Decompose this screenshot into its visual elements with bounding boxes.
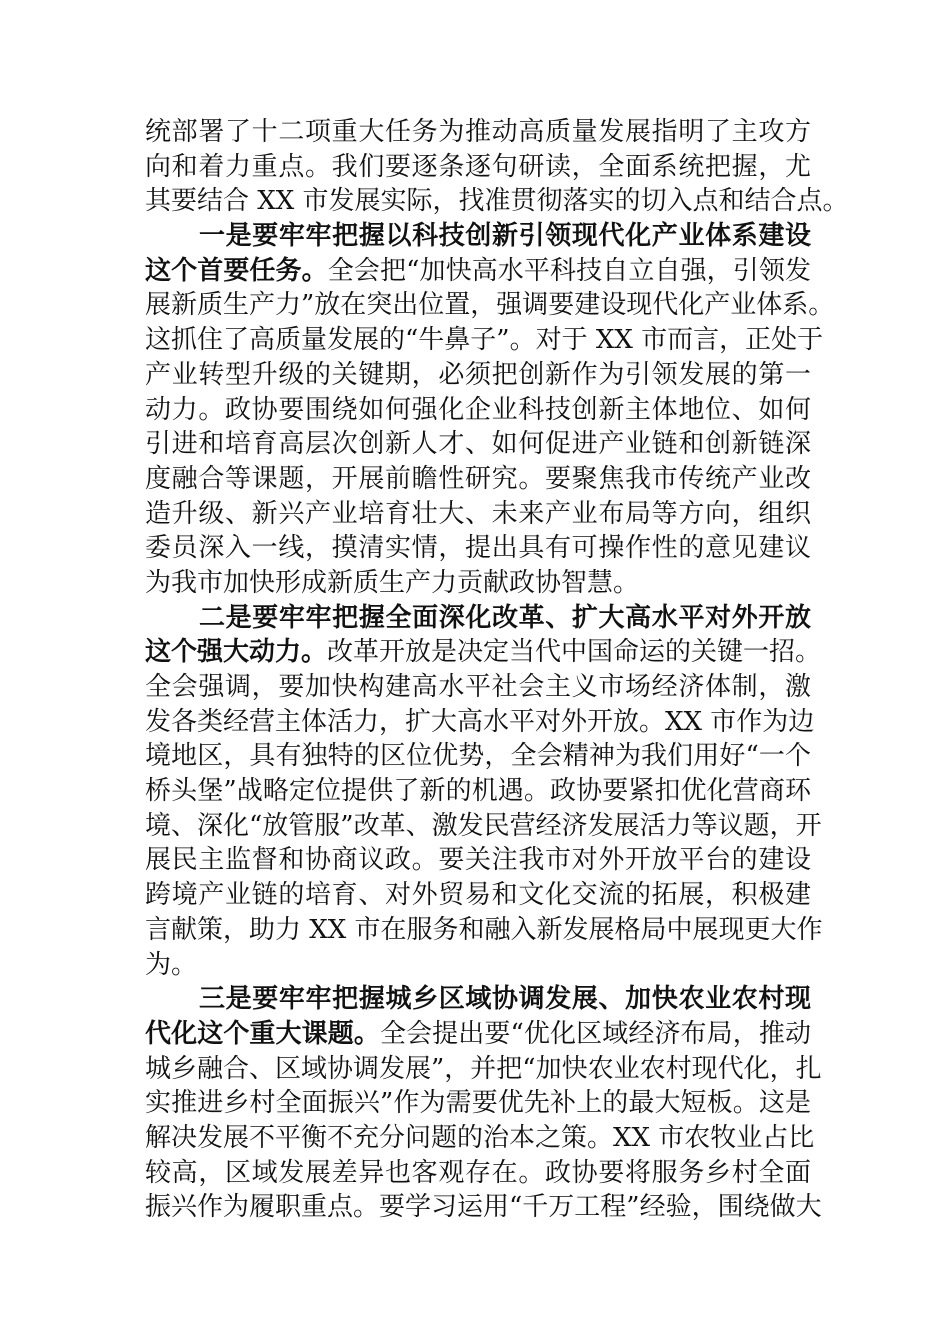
body-text: 展新质生产力”放在突出位置，强调要建设现代化产业体系。 (145, 290, 835, 321)
text-line (145, 254, 811, 289)
body-text: 展民主监督和协商议政。要关注我市对外开放平台的建设 (145, 845, 811, 876)
body-text: 委员深入一线，摸清实情，提出具有可操作性的意见建议 (145, 533, 811, 564)
bold-heading-text: 二是要牢牢把握全面深化改革、扩大高水平对外开放 (199, 602, 811, 633)
body-text: 言献策，助力 XX 市在服务和融入新发展格局中展现更大作 (145, 914, 823, 945)
text-line (145, 219, 811, 254)
body-text: 实推进乡村全面振兴”作为需要优先补上的最大短板。这是 (145, 1088, 811, 1119)
text-line (145, 115, 811, 150)
body-text: 跨境产业链的培育、对外贸易和文化交流的拓展，积极建 (145, 880, 811, 911)
document-body (145, 115, 849, 1225)
text-line (145, 566, 811, 601)
body-text: 这抓住了高质量发展的“牛鼻子”。对于 XX 市而言，正处于 (145, 325, 824, 356)
body-text: 全会强调，要加快构建高水平社会主义市场经济体制，激 (145, 672, 811, 702)
text-line (145, 705, 815, 740)
body-text: 全会提出要“优化区域经济布局，推动 (379, 1018, 811, 1049)
bold-heading-text: 一是要牢牢把握以科技创新引领现代化产业体系建设 (199, 221, 811, 252)
bold-heading-text: 这个强大动力。 (145, 637, 328, 668)
body-text: 发各类经营主体活力，扩大高水平对外开放。XX 市作为边 (145, 706, 815, 737)
text-line (145, 913, 823, 948)
body-text: 为。 (145, 949, 198, 980)
text-line (145, 427, 811, 462)
text-line (145, 843, 811, 878)
text-line (145, 774, 811, 809)
text-line (145, 1086, 811, 1121)
text-line (145, 288, 835, 323)
body-text: 较高，区域发展差异也客观存在。政协要将服务乡村全面 (145, 1157, 811, 1188)
text-line (145, 670, 811, 705)
text-line (145, 1190, 822, 1225)
text-line (145, 878, 811, 913)
bold-heading-text: 三是要牢牢把握城乡区域协调发展、加快农业农村现 (199, 984, 811, 1015)
text-line (145, 1017, 811, 1052)
text-line (145, 531, 811, 566)
body-text: 其要结合 XX 市发展实际，找准贯彻落实的切入点和结合点。 (145, 186, 849, 217)
body-text: 引进和培育高层次创新人才、如何促进产业链和创新链深 (145, 429, 811, 460)
text-line (145, 809, 822, 844)
text-line (145, 497, 811, 532)
text-line (145, 635, 822, 670)
text-line (145, 184, 849, 219)
text-line (145, 358, 811, 393)
body-text: 境、深化“放管服”改革、激发民营经济发展活力等议题，开 (145, 810, 822, 841)
body-text: 动力。政协要围绕如何强化企业科技创新主体地位、如何 (145, 394, 811, 425)
body-text: 解决发展不平衡不充分问题的治本之策。XX 市农牧业占比 (145, 1122, 815, 1153)
body-text: 全会把“加快高水平科技自立自强，引领发 (327, 255, 811, 286)
body-text: 向和着力重点。我们要逐条逐句研读，全面系统把握，尤 (145, 151, 811, 182)
text-line (145, 948, 811, 983)
text-line (145, 150, 811, 185)
body-text: 为我市加快形成新质生产力贡献政协智慧。 (145, 567, 640, 598)
body-text: 桥头堡”战略定位提供了新的机遇。政协要紧扣优化营商环 (145, 776, 811, 807)
body-text: 度融合等课题，开展前瞻性研究。要聚焦我市传统产业改 (145, 463, 811, 494)
body-text: 改革开放是决定当代中国命运的关键一招。 (327, 637, 822, 668)
text-line (145, 393, 811, 428)
body-text: 产业转型升级的关键期，必须把创新作为引领发展的第一 (145, 359, 811, 390)
body-text: 境地区，具有独特的区位优势，全会精神为我们用好“一个 (145, 741, 811, 772)
bold-heading-text: 代化这个重大课题。 (145, 1018, 380, 1049)
text-line (145, 323, 824, 358)
text-line (145, 739, 811, 774)
body-text: 统部署了十二项重大任务为推动高质量发展指明了主攻方 (145, 117, 811, 147)
text-line (145, 982, 811, 1017)
body-text: 造升级、新兴产业培育壮大、未来产业布局等方向，组织 (145, 498, 811, 529)
bold-heading-text: 这个首要任务。 (145, 255, 328, 286)
text-line (145, 462, 811, 497)
text-line (145, 1156, 811, 1191)
text-line (145, 1121, 815, 1156)
body-text: 城乡融合、区域协调发展”，并把“加快农业农村现代化，扎 (145, 1053, 822, 1084)
text-line (145, 601, 811, 636)
text-line (145, 1052, 822, 1087)
body-text: 振兴作为履职重点。要学习运用“千万工程”经验，围绕做大 (145, 1192, 822, 1223)
